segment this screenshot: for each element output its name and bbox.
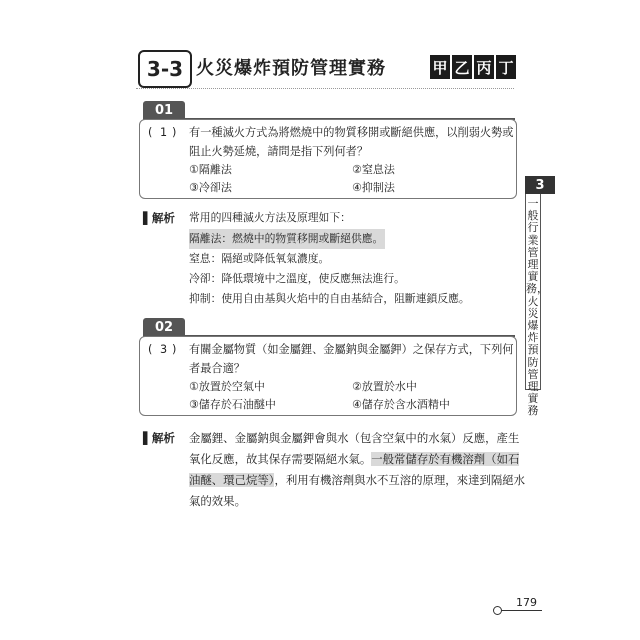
option: ②窒息法 [352,163,395,176]
analysis-line: 氣的效果。 [189,494,246,508]
analysis-highlight: 油醚、環己烷等） [189,473,275,487]
answer-paren-open: ( [148,343,153,356]
analysis-highlight: 一般常儲存於有機溶劑（如石 [371,452,520,466]
answer-value: 1 [160,126,168,139]
chapter-tab-number: 3 [525,176,555,194]
option: ②放置於水中 [352,380,417,393]
level-tag: 丁 [496,55,516,79]
level-tag: 乙 [452,55,472,79]
answer-paren-close: ) [172,343,177,356]
question-number-badge: 02 [143,318,185,337]
option: ③冷卻法 [189,181,232,194]
section-title: 火災爆炸預防管理實務 [196,58,386,79]
header-divider [136,88,514,89]
analysis-line: 窒息：隔絕或降低氧氣濃度。 [189,252,330,265]
question-text-line: 有關金屬物質（如金屬鋰、金屬鈉與金屬鉀）之保存方式，下列何 [189,343,514,356]
analysis-text: ，利用有機溶劑與水不互溶的原理，來達到隔絕水 [274,473,526,487]
level-tag: 丙 [474,55,494,79]
analysis-line [189,449,519,470]
analysis-line [189,470,525,491]
answer-value: 3 [160,343,168,356]
analysis-label: ▌解析 [143,431,175,445]
option: ③儲存於石油醚中 [189,398,276,411]
question-text-line: 者最合適？ [189,362,245,375]
analysis-label: ▌解析 [143,211,175,225]
answer-paren-open: ( [148,126,153,139]
analysis-line: 冷卻：降低環境中之溫度，使反應無法進行。 [189,272,405,285]
option: ④抑制法 [352,181,395,194]
question-number-badge: 01 [143,101,185,120]
option: ①放置於空氣中 [189,380,265,393]
analysis-highlight: 隔離法：燃燒中的物質移開或斷絕供應。 [189,229,385,249]
level-tags [430,55,516,79]
analysis-text: 氧化反應，故其保存需要隔絕水氣。 [189,452,372,466]
footer-line [498,610,542,611]
page-number: 179 [516,596,537,609]
section-number-badge: 3-3 [138,50,192,88]
chapter-tab-text: 一般行業管理實務，火災爆炸預防管理實務 [525,194,541,390]
analysis-intro: 常用的四種滅火方法及原理如下： [189,211,351,224]
level-tag: 甲 [430,55,450,79]
question-text-line: 阻止火勢延燒，請問是指下列何者？ [189,145,369,158]
question-text-line: 有一種滅火方式為將燃燒中的物質移開或斷絕供應，以削弱火勢或 [189,126,514,139]
answer-paren-close: ) [172,126,177,139]
analysis-line: 抑制：使用自由基與火焰中的自由基結合，阻斷連鎖反應。 [189,292,470,305]
analysis-line: 金屬鋰、金屬鈉與金屬鉀會與水（包含空氣中的水氣）反應，產生 [189,431,520,445]
footer-circle-icon [493,606,502,615]
option: ①隔離法 [189,163,232,176]
option: ④儲存於含水酒精中 [352,398,450,411]
